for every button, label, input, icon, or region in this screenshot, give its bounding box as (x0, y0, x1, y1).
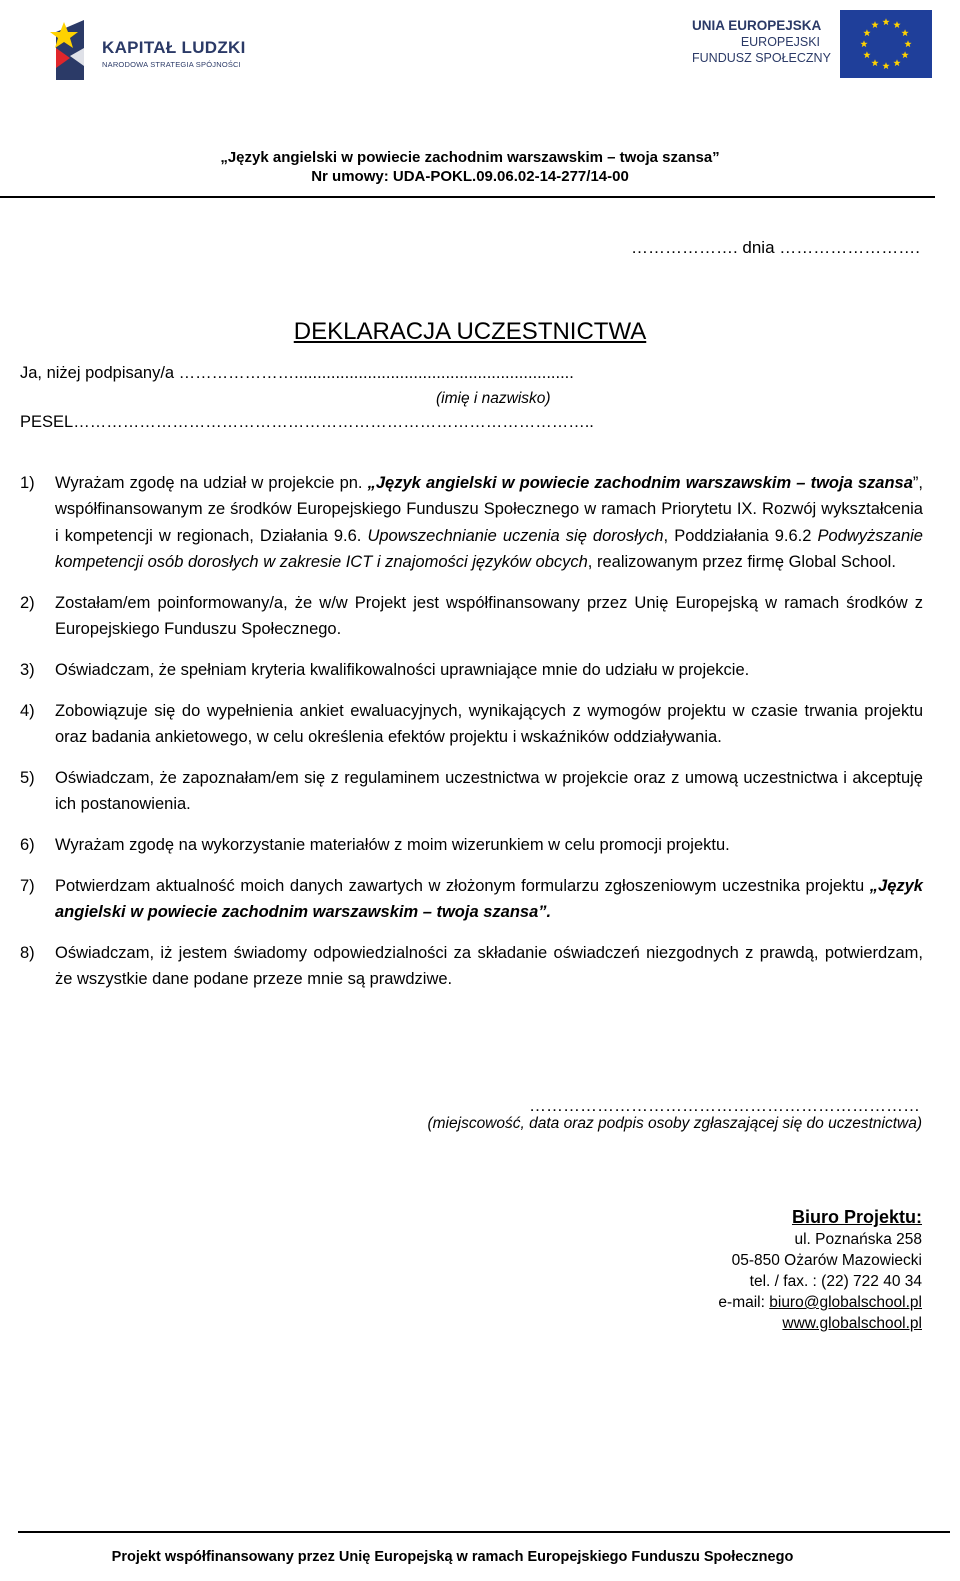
item-number: 1) (20, 474, 35, 492)
item-number: 4) (20, 701, 35, 720)
list-item (20, 657, 923, 683)
pesel-line: PESEL………………………………………………………………………………….. (20, 413, 594, 431)
office-email-row (718, 1292, 922, 1313)
footer-text: Projekt współfinansowany przez Unię Europejską w ramach Europejskiego Funduszu Społecznego (111, 1549, 794, 1565)
office-heading: Biuro Projektu: (791, 1207, 922, 1227)
item-number: 3) (20, 660, 35, 679)
document-title: DEKLARACJA UCZESTNICTWA (293, 318, 647, 345)
list-item (20, 940, 923, 993)
kapital-ludzki-tagline: NARODOWA STRATEGIA SPÓJNOŚCI (102, 60, 241, 69)
eu-efs-logo (692, 10, 932, 82)
website-link[interactable]: www.globalschool.pl (782, 1315, 922, 1332)
item-text: Oświadczam, iż jestem świadomy odpowiedzialności za składanie oświadczeń niezgodnych z prawdą, potwierdzam, że wszystkie dane podane przeze mnie są prawdziwe. (55, 943, 923, 988)
item-number: 7) (20, 876, 35, 895)
item-number: 2) (20, 593, 35, 612)
item-text: Zobowiązuje się do wypełnienia ankiet ewaluacyjnych, wynikających z wymogów projektu w czasie trwania projektu oraz badania ankietowego, w celu określenia efektów projektu i wskaźników oddziaływania. (55, 701, 923, 746)
list-item (20, 698, 923, 751)
date-line: ………………. dnia ……………………. (630, 238, 920, 257)
list-item (20, 873, 923, 926)
kapital-ludzki-logo (50, 18, 250, 84)
item-text: Potwierdzam aktualność moich danych zawartych w złożonym formularzu zgłoszeniowym uczestnika projektu „Język angielski w powiecie zachodnim warszawskim – twoja szansa”. (55, 876, 923, 921)
item-number: 6) (20, 835, 35, 854)
item-text: Zostałam/em poinformowany/a, że w/w Projekt jest współfinansowany przez Unię Europejską w ramach środków z Europejskiego Funduszu Społecznego. (55, 593, 923, 638)
project-header (0, 148, 940, 186)
footer-divider (18, 1531, 950, 1533)
list-item (20, 765, 923, 818)
item-text: Wyrażam zgodę na wykorzystanie materiałów z moim wizerunkiem w celu promocji projektu. (55, 835, 730, 854)
item-text: Wyrażam zgodę na udział w projekcie pn. „Język angielski w powiecie zachodnim warszawskim – twoja szansa”, współfinansowanym ze środków Europejskiego Funduszu Społecznego w ramach Priorytetu IX. Rozwój wykształcenia i kompetencji w regionach, Działania 9.6. Upowszechnianie uczenia się dorosłych, Poddziałania 9.6.2 Podwyższanie kompetencji osób dorosłych w zakresie ICT i znajomości języków obcych, realizowanym przez firmę Global School. (55, 474, 923, 571)
kapital-ludzki-mark-icon (50, 18, 92, 82)
item-number: 8) (20, 943, 35, 962)
list-item (20, 470, 923, 575)
email-link[interactable]: biuro@globalschool.pl (769, 1294, 922, 1311)
signatory-line: Ja, niżej podpisany/a …………………............................................................. (20, 364, 574, 382)
eu-flag-icon (840, 10, 932, 78)
signatory-caption: (imię i nazwisko) (436, 390, 551, 407)
eu-logo-line2: EUROPEJSKI (740, 35, 820, 49)
contract-number: Nr umowy: UDA-POKL.09.06.02-14-277/14-00 (311, 168, 629, 185)
project-title: „Język angielski w powiecie zachodnim warszawskim – twoja szansa” (220, 149, 720, 166)
item-text: Oświadczam, że zapoznałam/em się z regulaminem uczestnictwa w projekcie oraz z umową uczestnictwa i akceptuję ich postanowienia. (55, 768, 923, 813)
list-item (20, 832, 923, 858)
office-street: ul. Poznańska 258 (794, 1231, 922, 1248)
kapital-ludzki-name: KAPITAŁ LUDZKI (102, 38, 246, 57)
email-label: e-mail: (718, 1294, 770, 1311)
declarations-list (20, 470, 923, 1007)
office-city: 05-850 Ożarów Mazowiecki (731, 1252, 922, 1269)
eu-logo-line1: UNIA EUROPEJSKA (692, 18, 822, 33)
list-item (20, 590, 923, 643)
header-divider (0, 196, 935, 198)
eu-logo-text (692, 18, 831, 66)
office-phone: tel. / fax. : (22) 722 40 34 (749, 1273, 922, 1290)
eu-logo-line3: FUNDUSZ SPOŁECZNY (692, 51, 831, 65)
project-office (718, 1205, 922, 1334)
item-text: Oświadczam, że spełniam kryteria kwalifikowalności uprawniające mnie do udziału w projekcie. (55, 660, 750, 679)
signature-line: …………………………………………………………… (529, 1096, 920, 1115)
item-number: 5) (20, 768, 35, 787)
signature-caption: (miejscowość, data oraz podpis osoby zgłaszającej się do uczestnictwa) (427, 1115, 922, 1132)
